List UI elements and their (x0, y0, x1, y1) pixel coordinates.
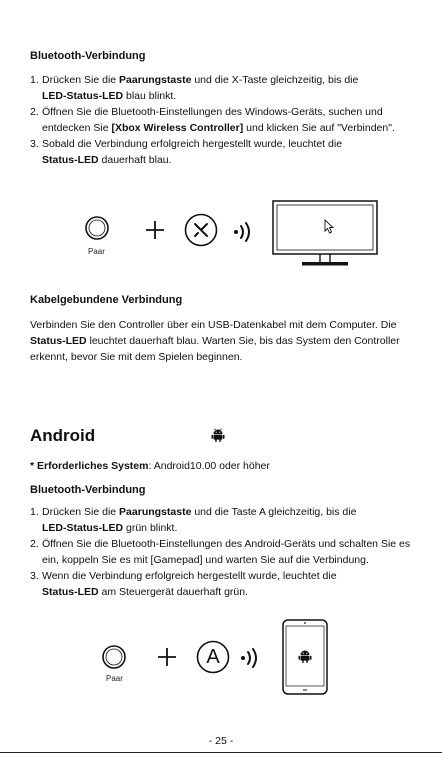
wireless-signal-icon (239, 646, 263, 670)
android-bt-steps (30, 504, 422, 600)
android-logo-icon (211, 428, 225, 442)
monitor-icon (272, 200, 378, 270)
wired-paragraph: Verbinden Sie den Controller über ein USB-Datenkabel mit dem Computer. Die Status-LED leuchtet dauerhaft blau. Warten Sie, bis das System den Controller erkennt, bevor Sie mit dem Spielen beginnen. (30, 319, 400, 363)
list-item: 3. Sobald die Verbindung erfolgreich hergestellt wurde, leuchtet die Status-LED dauerhaft blau. (30, 138, 343, 166)
x-button-icon (183, 212, 219, 248)
pair-button-icon (101, 644, 127, 670)
plus-icon (156, 646, 178, 668)
list-item: 1. Drücken Sie die Paarungstaste und die Taste A gleichzeitig, bis die LED-Status-LED grün blinkt. (30, 506, 357, 534)
a-button-icon (195, 639, 231, 675)
page-number: - 25 - (208, 735, 234, 747)
wireless-signal-icon (232, 220, 256, 244)
bt-heading-android: Bluetooth-Verbindung (30, 484, 146, 496)
pair-button-icon (84, 215, 110, 241)
wired-heading: Kabelgebundene Verbindung (30, 294, 183, 306)
a-button-label: A (206, 646, 220, 668)
list-item: 2. Öffnen Sie die Bluetooth-Einstellungen des Windows-Geräts, suchen und entdecken Sie [Xbox Wireless Controller] und klicken Sie auf "Verbinden". (30, 106, 395, 134)
pair-caption: Paar (106, 674, 123, 683)
android-requirement: * Erforderliches System: Android10.00 oder höher (30, 460, 270, 472)
android-title: Android (30, 426, 96, 445)
bt-heading-windows: Bluetooth-Verbindung (30, 50, 146, 62)
pair-caption: Paar (88, 247, 105, 256)
list-item: 2. Öffnen Sie die Bluetooth-Einstellungen des Android-Geräts und schalten Sie es ein, koppeln Sie es mit [Gamepad] und warten Sie auf die Verbindung. (30, 538, 411, 566)
footer-divider (0, 752, 442, 753)
plus-icon (144, 219, 166, 241)
windows-bt-steps (30, 72, 422, 168)
list-item: 1. Drücken Sie die Paarungstaste und die X-Taste gleichzeitig, bis die LED-Status-LED blau blinkt. (30, 74, 359, 102)
list-item: 3. Wenn die Verbindung erfolgreich hergestellt wurde, leuchtet die Status-LED am Steuergerät dauerhaft grün. (30, 570, 337, 598)
phone-icon (282, 619, 328, 695)
